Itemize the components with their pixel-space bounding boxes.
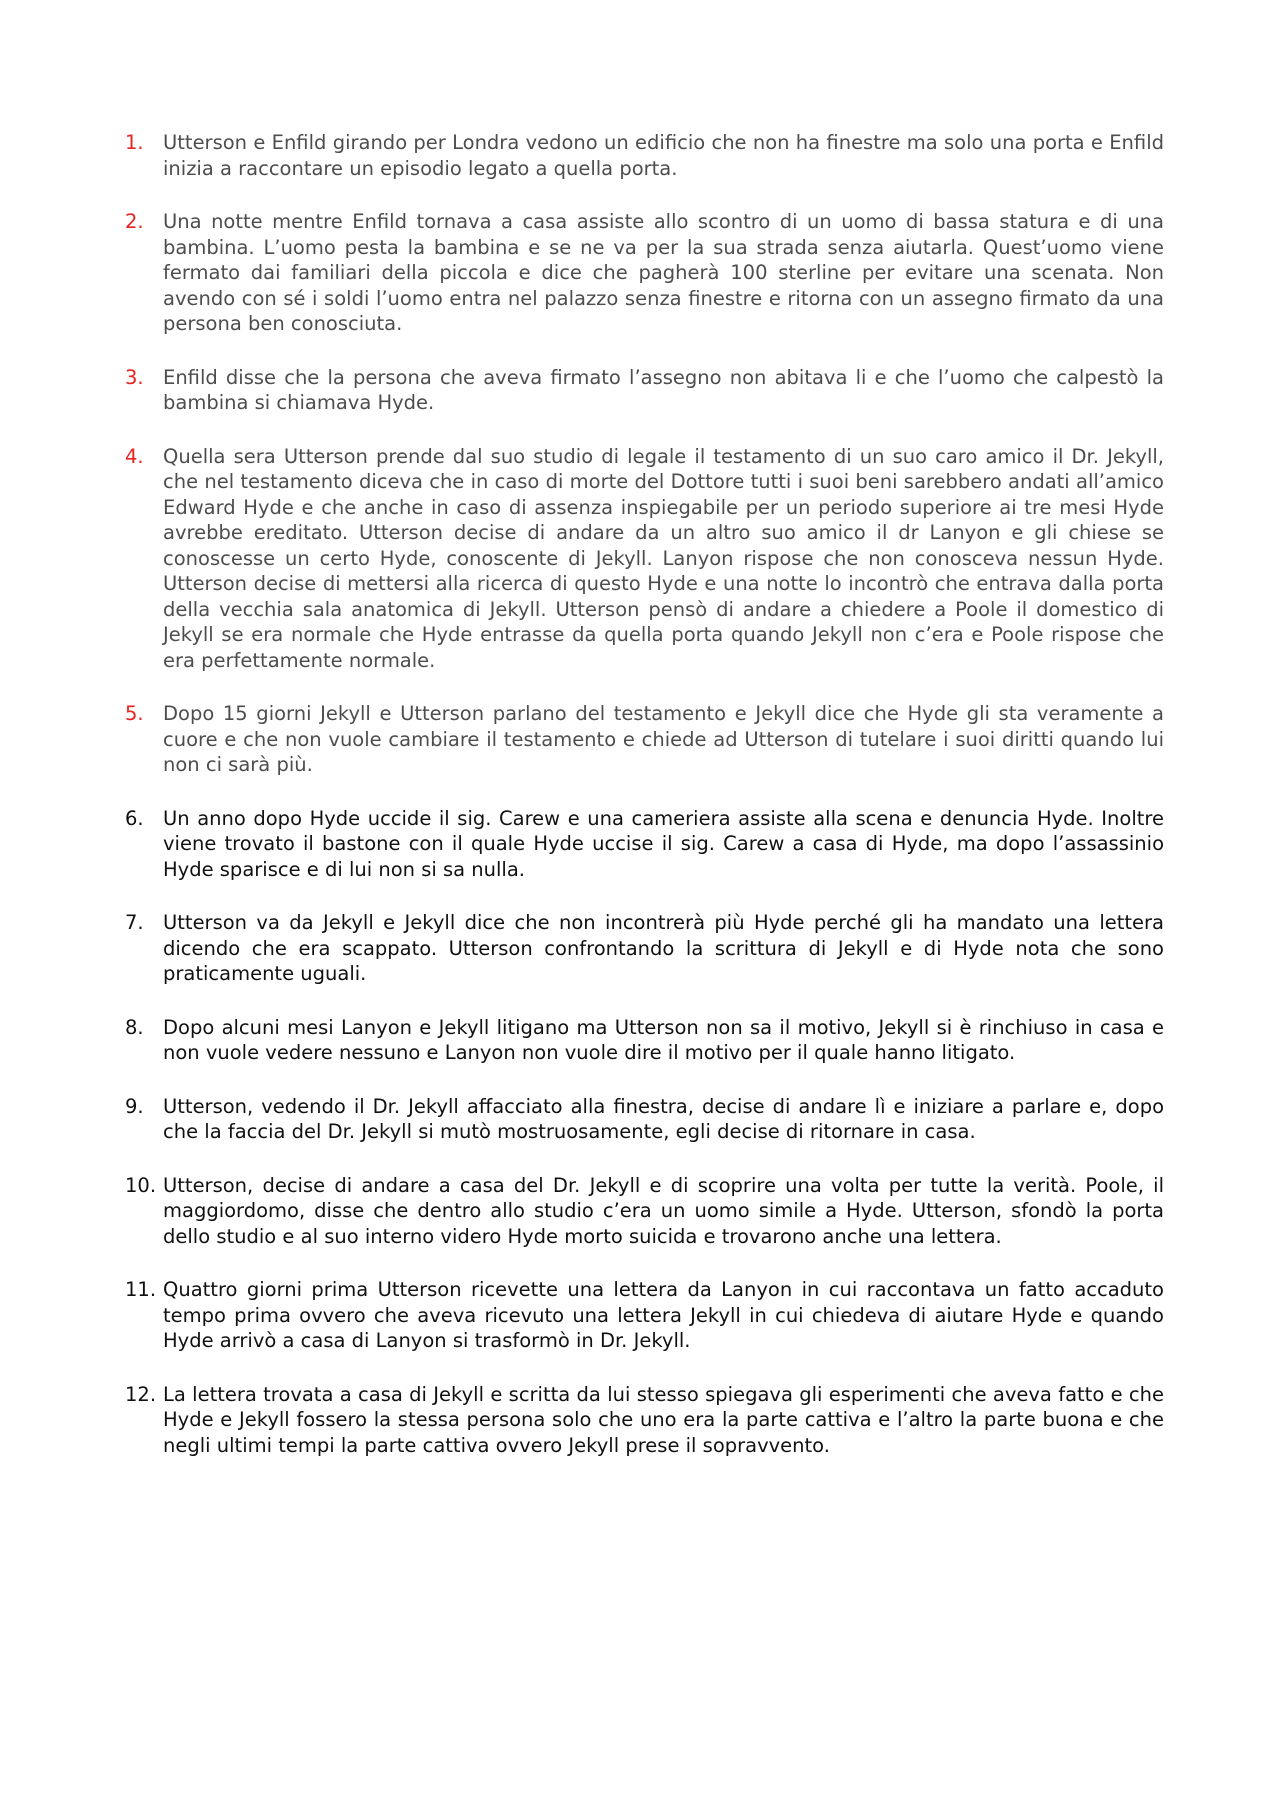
list-item-text: Un anno dopo Hyde uccide il sig. Carew e una cameriera assiste alla scena e denuncia Hyde. Inoltre viene trovato il bastone con il quale Hyde uccise il sig. Carew a casa di Hyde, ma dopo l’assassinio Hyde sparisce e di lui non si sa nulla.: [163, 806, 1164, 881]
list-item: [125, 910, 1164, 987]
list-item-text: Utterson, decise di andare a casa del Dr. Jekyll e di scoprire una volta per tutte la verità. Poole, il maggiordomo, disse che dentro allo studio c’era un uomo simile a Hyde. Utterson, sfondò la porta dello studio e al suo interno videro Hyde morto suicida e trovarono anche una lettera.: [163, 1173, 1164, 1248]
list-item-text: Una notte mentre Enfild tornava a casa assiste allo scontro di un uomo di bassa statura e di una bambina. L’uomo pesta la bambina e se ne va per la sua strada senza aiutarla. Quest’uomo viene fermato dai familiari della piccola e dice che pagherà 100 sterline per evitare una scenata. Non avendo con sé i soldi l’uomo entra nel palazzo senza finestre e ritorna con un assegno firmato da una persona ben conosciuta.: [163, 210, 1164, 335]
list-item-number: 11.: [125, 1278, 157, 1301]
story-summary-list: [125, 130, 1164, 1486]
list-item: [125, 1015, 1164, 1066]
list-item-text: Dopo 15 giorni Jekyll e Utterson parlano del testamento e Jekyll dice che Hyde gli sta veramente a cuore e che non vuole cambiare il testamento e chiede ad Utterson di tutelare i suoi diritti quando lui non ci sarà più.: [163, 702, 1164, 776]
list-item-text: Dopo alcuni mesi Lanyon e Jekyll litigano ma Utterson non sa il motivo, Jekyll si è rinchiuso in casa e non vuole vedere nessuno e Lanyon non vuole dire il motivo per il quale hanno litigato.: [163, 1015, 1164, 1064]
list-item-text: Utterson va da Jekyll e Jekyll dice che non incontrerà più Hyde perché gli ha mandato una lettera dicendo che era scappato. Utterson confrontando la scrittura di Jekyll e di Hyde nota che sono praticamente uguali.: [163, 911, 1164, 985]
list-item-number: 4.: [125, 444, 144, 468]
list-item-text: Quattro giorni prima Utterson ricevette una lettera da Lanyon in cui raccontava un fatto accaduto tempo prima ovvero che aveva ricevuto una lettera Jekyll in cui chiedeva di aiutare Hyde e quando Hyde arrivò a casa di Lanyon si trasformò in Dr. Jekyll.: [163, 1278, 1164, 1352]
list-item-number: 5.: [125, 702, 144, 725]
list-item: [125, 444, 1164, 674]
list-item-number: 2.: [125, 210, 144, 233]
list-item-number: 1.: [125, 131, 144, 154]
list-item: [125, 1173, 1164, 1250]
list-item-text: La lettera trovata a casa di Jekyll e scritta da lui stesso spiegava gli esperimenti che aveva fatto e che Hyde e Jekyll fossero la stessa persona solo che uno era la parte cattiva e l’altro la parte buona e che negli ultimi tempi la parte cattiva ovvero Jekyll prese il sopravvento.: [163, 1382, 1164, 1457]
list-item: [125, 1382, 1164, 1459]
list-item-text: Enfild disse che la persona che aveva firmato l’assegno non abitava li e che l’uomo che calpestò la bambina si chiamava Hyde.: [163, 365, 1164, 414]
list-item-number: 10.: [125, 1173, 157, 1197]
list-item: [125, 1277, 1164, 1354]
list-item: [125, 130, 1164, 181]
list-item: [125, 209, 1164, 337]
list-item: [125, 1094, 1164, 1145]
list-item-text: Utterson, vedendo il Dr. Jekyll affacciato alla finestra, decise di andare lì e iniziare a parlare e, dopo che la faccia del Dr. Jekyll si mutò mostruosamente, egli decise di ritornare in casa.: [163, 1094, 1164, 1143]
list-item-number: 7.: [125, 911, 144, 934]
list-item-number: 12.: [125, 1382, 157, 1406]
list-item-number: 3.: [125, 365, 144, 389]
list-item-number: 6.: [125, 806, 144, 830]
list-item-text: Quella sera Utterson prende dal suo studio di legale il testamento di un suo caro amico il Dr. Jekyll, che nel testamento diceva che in caso di morte del Dottore tutti i suoi beni sarebbero andati all’amico Edward Hyde e che anche in caso di assenza inspiegabile per un periodo superiore ai tre mesi Hyde avrebbe ereditato. Utterson decise di andare da un altro suo amico il dr Lanyon e gli chiese se conoscesse un certo Hyde, conoscente di Jekyll. Lanyon rispose che non conosceva nessun Hyde. Utterson decise di mettersi alla ricerca di questo Hyde e una notte lo incontrò che entrava dalla porta della vecchia sala anatomica di Jekyll. Utterson pensò di andare a chiedere a Poole il domestico di Jekyll se era normale che Hyde entrasse da quella porta quando Jekyll non c’era e Poole rispose che era perfettamente normale.: [163, 444, 1164, 672]
list-item-text: Utterson e Enfild girando per Londra vedono un edificio che non ha finestre ma solo una porta e Enfild inizia a raccontare un episodio legato a quella porta.: [163, 131, 1164, 180]
list-item-number: 9.: [125, 1094, 144, 1118]
list-item: [125, 701, 1164, 778]
list-item: [125, 365, 1164, 416]
list-item: [125, 806, 1164, 883]
list-item-number: 8.: [125, 1015, 144, 1039]
